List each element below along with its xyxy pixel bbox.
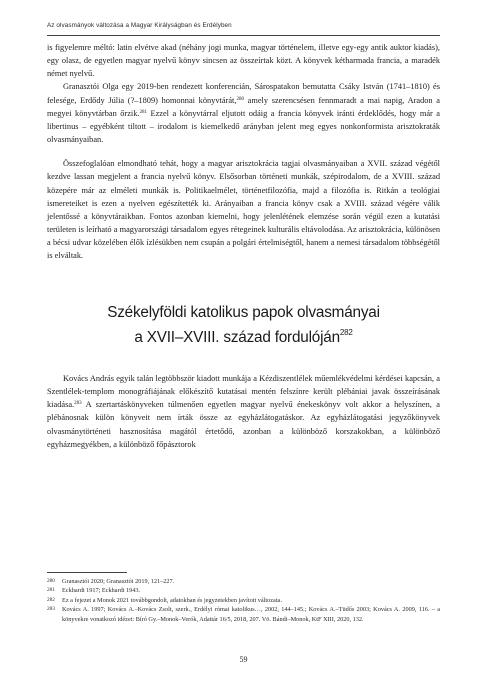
footnote-283: [47, 605, 440, 624]
footnote-ref-281[interactable]: 281: [139, 109, 147, 115]
footnote-rule: [47, 572, 127, 573]
paragraph-3: Összefoglalóan elmondható tehát, hogy a magyar arisztokrácia tagjai olvasmányaiban a XVII. század végétől kezdve lassan megjelent a francia nyelvű könyv. Elsősorban történeti munkák, szépirodalom, de a XVIII. század közepére már az elméleti munkák is. Politikaelmélet, történetfilozófia, majd a filozófia is. Ritkán a teológiai ismereteiket is ezen a nyelven egészítették ki. Arányaiban a francia könyv csak a XVIII. század végére válik jelentőssé a könyvtáraikban. Fontos azonban kiemelni, hogy jelenlétének elemzése során végül ezen a kutatási területen is leírható a magyarországi társadalom egyes rétegeinek kulturális eltávolodása. Az arisztokrácia, különösen a bécsi udvar közelében élők ízlésükben nem csupán a polgári értelmiségtől, hanem a nemesi társadalom többségétől is elváltak.: [47, 159, 440, 261]
footnote-ref-282[interactable]: 282: [339, 328, 353, 337]
section-paragraph-part-1: Kovács András egyik talán legtöbbször kiadott munkája a Kézdiszentlélek műemlékvédelmi kérdései kapcsán, a Szentlélek-templom monográfiájának előkészítő kutatásai mentén felszínre került plébániai javak összeírásának kiadása.: [47, 374, 440, 410]
paragraph-2-part-2: amely szerencsésen fennmaradt a mai napig, Aradon a megyei könyvtárban őrzik.: [47, 95, 440, 118]
section-title: [47, 300, 440, 350]
paragraph-1: is figyelemre méltó: latin elvétve akad (néhány jogi munka, magyar történelem, illetve egy-egy antik auktor kiadás), egy olasz, de egyetlen magyar nyelvű könyv sincsen az összeírtak közt. A könyvek kétharmada francia, a maradék német nyelvű.: [47, 43, 440, 79]
footnote-text: Ez a fejezet a Monok 2021 továbbgondolt, adatokban és jegyzetekben javított változata.: [62, 596, 282, 604]
footnote-ref-280[interactable]: 280: [236, 96, 244, 102]
section-paragraph: [47, 372, 440, 451]
paragraph-2-part-1: Granasztói Olga egy 2019-ben rendezett konferencián, Sárospatakon bemutatta Csáky István (1741–1810) és felesége, Erdődy Júlia (?–1809) homonnai könyvtárát,: [47, 82, 440, 105]
section-title-line-1: Székelyföldi katolikus papok olvasmányai: [107, 304, 380, 321]
footnote-number: 281: [47, 587, 55, 594]
section-body: [47, 372, 440, 451]
running-header: Az olvasmányok változása a Magyar Királyságban és Erdélyben: [47, 22, 232, 29]
footnote-number: 283: [47, 606, 55, 613]
header-rule: [47, 35, 440, 36]
footnote-text: Kovács A. 1997; Kovács A.–Kovács Zsolt, szerk., Erdélyi római katolikus…, 2002, 144–145.; Kovács A.–Tüdős 2003; Kovács A. 2009, 116. – a könyvekre vonatkozó idézet: Bíró Gy.–Monok–Verók, Adattár 16/5, 2018, 207. Vö. Bándi–Monok, KtF XIII, 2020, 132.: [62, 606, 440, 623]
section-paragraph-part-2: A szertartáskönyveken túlmenően egyetlen magyar nyelvű énekeskönyv volt akkor a helyszínen, a plébánosnak külön könyveit nem írták össze az egyházlátogatáskor. Az egyházlátogatási jegyzőkönyvek olvasmánytörténeti hasznosítása magától értetődő, azonban a különböző korszakokban, a különböző egyházmegyékben, a különböző főpásztorok: [47, 400, 440, 449]
footnote-number: 280: [47, 578, 55, 584]
footnote-281: [47, 586, 440, 595]
footnotes: [47, 577, 440, 624]
footnote-280: [47, 577, 440, 586]
section-title-line-2: [47, 325, 440, 350]
section-title-line-2-text: a XVII–XVIII. század fordulóján: [134, 329, 340, 346]
footnote-text: Eckhardt 1917; Eckhardt 1943.: [62, 587, 141, 595]
body-text: [47, 41, 440, 263]
footnote-number: 282: [47, 596, 55, 603]
paragraph-2: [47, 80, 440, 146]
paragraph-2-part-3: Ezzel a könyvtárral eljutott odáig a francia könyvek iránti érdeklődés, hogy már a libertinus – egyébként tiltott – irodalom is kiemelkedő arányban jelent meg egyes nonkonformista arisztokraták olvasmányaiban.: [47, 108, 440, 145]
footnote-ref-283[interactable]: 283: [74, 401, 82, 407]
page-number: 59: [239, 655, 248, 664]
footnote-text: Granasztói 2020; Granasztói 2019, 121–227.: [62, 578, 175, 585]
footnote-282: [47, 596, 440, 605]
